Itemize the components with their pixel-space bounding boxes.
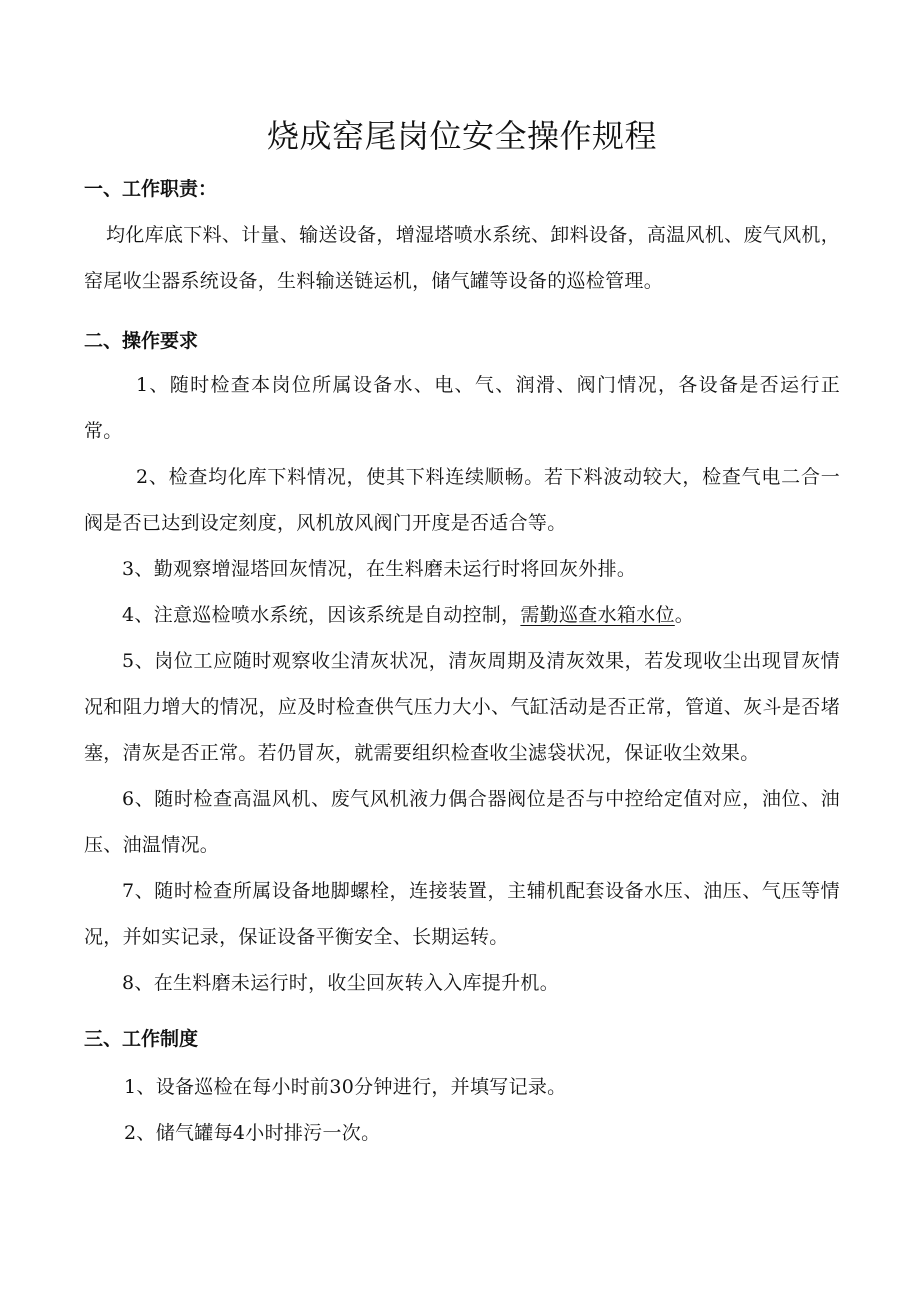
operation-item-7: 7、随时检查所属设备地脚螺栓，连接装置，主辅机配套设备水压、油压、气压等情况，并如实记录，保证设备平衡安全、长期运转。 [84, 880, 840, 948]
operation-item-3: 3、勤观察增湿塔回灰情况，在生料磨未运行时将回灰外排。 [122, 558, 637, 580]
operation-item-5: 5、岗位工应随时观察收尘清灰状况，清灰周期及清灰效果，若发现收尘出现冒灰情况和阻力增大的情况，应及时检查供气压力大小、气缸活动是否正常，管道、灰斗是否堵塞，清灰是否正常。若仍冒灰，就需要组织检查收尘滤袋状况，保证收尘效果。 [84, 650, 840, 764]
operation-item-4-text: 4、注意巡检喷水系统，因该系统是自动控制， [122, 604, 521, 626]
operation-item-4-end: 。 [674, 604, 695, 626]
operation-item-8: 8、在生料磨未运行时，收尘回灰转入入库提升机。 [122, 972, 559, 994]
operation-item-4-underlined: 需勤巡查水箱水位 [520, 604, 675, 626]
operation-item-4 [84, 592, 840, 638]
operation-item-1: 1、随时检查本岗位所属设备水、电、气、润滑、阀门情况，各设备是否运行正常。 [84, 374, 840, 442]
operation-item-6: 6、随时检查高温风机、废气风机液力偶合器阀位是否与中控给定值对应，油位、油压、油温情况。 [84, 788, 840, 856]
rule-item-1: 1、设备巡检在每小时前30分钟进行，并填写记录。 [124, 1076, 567, 1098]
document-title: 烧成窑尾岗位安全操作规程 [266, 117, 657, 155]
operation-item-2: 2、检查均化库下料情况，使其下料连续顺畅。若下料波动较大，检查气电二合一阀是否已达到设定刻度，风机放风阀门开度是否适合等。 [84, 466, 840, 534]
duties-paragraph: 均化库底下料、计量、输送设备，增湿塔喷水系统、卸料设备，高温风机、废气风机，窑尾收尘器系统设备，生料输送链运机，储气罐等设备的巡检管理。 [84, 224, 840, 292]
section-heading-operations: 二、操作要求 [84, 330, 199, 352]
rule-item-2: 2、储气罐每4小时排污一次。 [124, 1122, 381, 1144]
section-heading-duties: 一、工作职责： [84, 178, 218, 200]
section-heading-rules: 三、工作制度 [84, 1028, 199, 1050]
